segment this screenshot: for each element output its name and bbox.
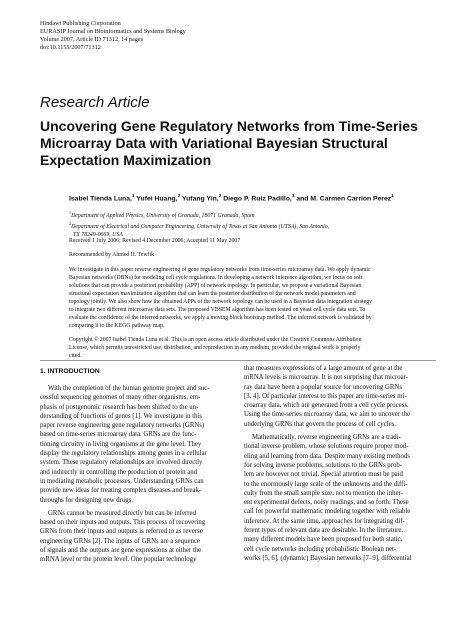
masthead-line: EURASIP Journal on Bioinformatics and Systems Biology <box>40 28 186 35</box>
recommended-by: Recommended by Ahmed H. Tewfik <box>69 252 154 258</box>
body-line: GRNs cannot be measured directly but can be inferred <box>48 509 196 517</box>
body-line: phasis of postgenomic research has been shifted to the un- <box>40 403 199 411</box>
section-divider <box>40 360 436 361</box>
body-line: ray data have been a popular source for uncovering GRNs <box>244 383 402 391</box>
affiliation-2 <box>69 220 449 231</box>
masthead-line: Hindawi Publishing Corporation <box>40 20 121 27</box>
section-heading: 1. INTRODUCTION <box>40 368 100 375</box>
body-line: based on their inputs and outputs. This process of recovering <box>40 519 206 527</box>
copyright-line: Copyright © 2007 Isabel Tienda Luna et al. This is an open access article distributed under the Creative Commons Attribution <box>69 337 362 343</box>
body-line: inference. At the same time, approaches for integrating dif- <box>244 517 405 525</box>
author-name: Yufang Yin, <box>180 195 219 203</box>
body-line: system. These regulatory relationships are involved directly <box>40 459 203 467</box>
copyright-line: License, which permits unrestricted use, distribution, and reproduction in any medium, provided the original work is properly <box>69 345 361 351</box>
body-line: based on time-series microarray data. GRNs are the func- <box>40 431 197 439</box>
copyright-line: cited. <box>69 353 82 359</box>
abstract-line: Bayesian networks (DBNs) for modeling cell cycle regulations. In developing a network inference algorithm, we focus on soft <box>69 275 363 281</box>
affiliation-text: Department of Applied Physics, University of Granada, 18071 Granada, Spain <box>71 212 255 219</box>
body-line: that measures expressions of a large amount of gene at the <box>244 365 403 372</box>
author-affil-mark: 2 <box>218 194 222 199</box>
body-line: croarray data, which are generated from a cell cycle process. <box>244 402 409 410</box>
copyright-notice <box>69 336 449 360</box>
author-affil-mark: 2 <box>177 194 181 199</box>
body-line: mRNA levels is microarray. It is not surprising that microar- <box>244 374 409 382</box>
author-name: and M. Carmen Carrion Perez <box>294 195 392 203</box>
body-line: eling and learning from data. Despite many existing methods <box>244 452 410 460</box>
body-line: provide new ideas for treating complex diseases and break- <box>40 487 202 495</box>
body-line: of signals and the outputs are gene expressions at either the <box>40 547 202 555</box>
author-name: Diego P. Ruiz Padillo, <box>221 195 292 203</box>
body-column-left <box>40 384 235 565</box>
body-line: many different models have been proposed for both static, <box>244 536 403 544</box>
author-name: Isabel Tienda Luna, <box>69 195 132 203</box>
abstract-line: to integrate two different microarray data sets. The proposed VBSEM algorithm has been tested on yeast cell cycle data sets. To <box>69 307 366 313</box>
affiliations <box>69 209 449 239</box>
body-line: for solving inverse problems, solutions to the GRNs prob- <box>244 461 403 469</box>
masthead-line: Volume 2007, Article ID 71312, 14 pages <box>40 36 143 43</box>
body-line: Using the time-series microarray data, we aim to uncover the <box>244 411 411 419</box>
body-line: ent experimental defects, noisy readings, and so forth. These <box>244 499 409 507</box>
body-line: cell cycle networks including probabilistic Boolean net- <box>244 545 397 553</box>
body-line: paper reverse engineering gene regulatory networks (GRNs) <box>40 422 205 430</box>
author-list <box>69 194 449 202</box>
body-line: lem are however not trivial. Special attention must be paid <box>244 471 403 479</box>
abstract <box>69 266 449 330</box>
affiliation-mark: 2 <box>69 220 72 226</box>
author-name: Yufei Huang, <box>134 195 178 203</box>
body-line: GRNs from their inputs and outputs is referred to as reverse <box>40 528 203 536</box>
body-line: call for powerful mathematic modeling together with reliable <box>244 508 411 516</box>
masthead-line: doi:10.1155/2007/71312 <box>40 44 101 51</box>
paper-title <box>40 118 440 169</box>
affiliation-mark: 1 <box>69 210 72 215</box>
body-line: throughs for designing new drugs. <box>40 496 134 504</box>
body-line: tioning circuitry in living organisms at the gene level. They <box>40 440 202 448</box>
title-line: Microarray Data with Variational Bayesian Structural <box>40 135 388 151</box>
abstract-line: evaluate the confidence of the inferred networks, we apply a moving block bootstrap method. The inferred network is validated by <box>69 315 372 321</box>
title-line: Expectation Maximization <box>40 152 212 168</box>
abstract-line: We investigate in this paper reverse engineering of gene regulatory networks from time-series microarray data. We apply dynamic <box>69 267 371 273</box>
body-line: works [5, 6], (dynamic) Bayesian networks [7–9], differential <box>244 554 412 562</box>
body-line: culty from the small sample size, not to mention the inher- <box>244 489 403 497</box>
abstract-line: solutions that can provide a posteriori probability (APP) of network topology. In particular, we propose a variational Bayesian <box>69 283 362 289</box>
abstract-line: structural expectation maximization algorithm that can learn the posterior distribution of the network model parameters and <box>69 291 356 297</box>
affiliation-1 <box>69 209 449 220</box>
body-line: display the regulatory relationships among genes in a cellular <box>40 450 207 458</box>
journal-masthead <box>40 20 340 52</box>
body-line: Mathematically, reverse engineering GRNs are a tradi- <box>252 434 401 442</box>
body-line: ferent types of relevant data are desirable. In the literature, <box>244 527 404 535</box>
body-column-right <box>244 364 439 563</box>
abstract-line: comparing it to the KEGG pathway map. <box>69 323 165 329</box>
body-line: tional inverse problem, whose solutions require proper mod- <box>244 443 409 451</box>
title-line: Uncovering Gene Regulatory Networks from Time-Series <box>40 118 418 134</box>
body-line: mRNA level or the protein level. One popular technology <box>40 556 197 564</box>
body-line: and indirectly in controlling the production of protein and <box>40 468 198 476</box>
body-line: engineering GRNs [2]. The inputs of GRNs are a sequence <box>40 537 200 545</box>
body-line: With the completion of the human genome project and suc- <box>48 385 210 392</box>
author-affil-mark: 1 <box>291 194 295 199</box>
affiliation-text: Department of Electrical and Computer Engineering, University of Texas at San Antonio (UTSA), San Antonio, <box>71 223 330 230</box>
body-line: [3, 4]. Of particular interest to this paper are time-series mi- <box>244 392 407 400</box>
body-line: to the enormously large scale of the unknowns and the diffi- <box>244 480 408 488</box>
body-line: derstanding of functions of genes [1]. We investigate in this <box>40 412 203 420</box>
publication-dates: Received 1 July 2006; Revised 4 December 2006; Accepted 11 May 2007 <box>69 238 241 244</box>
abstract-line: topology jointly. We also show how the obtained APPs of the network topology can be used in a Bayesian data integration strategy <box>69 299 373 305</box>
body-line: underlying GRNs that govern the process of cell cycles. <box>244 420 396 428</box>
author-affil-mark: 1 <box>391 194 394 199</box>
article-type: Research Article <box>40 94 150 111</box>
body-line: cessful sequencing genomes of many other organisms, em- <box>40 394 201 402</box>
affiliation-2-cont: TX 78249-0669, USA <box>73 231 123 238</box>
body-line: in mediating metabolic processes. Understanding GRNs can <box>40 477 204 485</box>
author-affil-mark: 1 <box>131 194 135 199</box>
